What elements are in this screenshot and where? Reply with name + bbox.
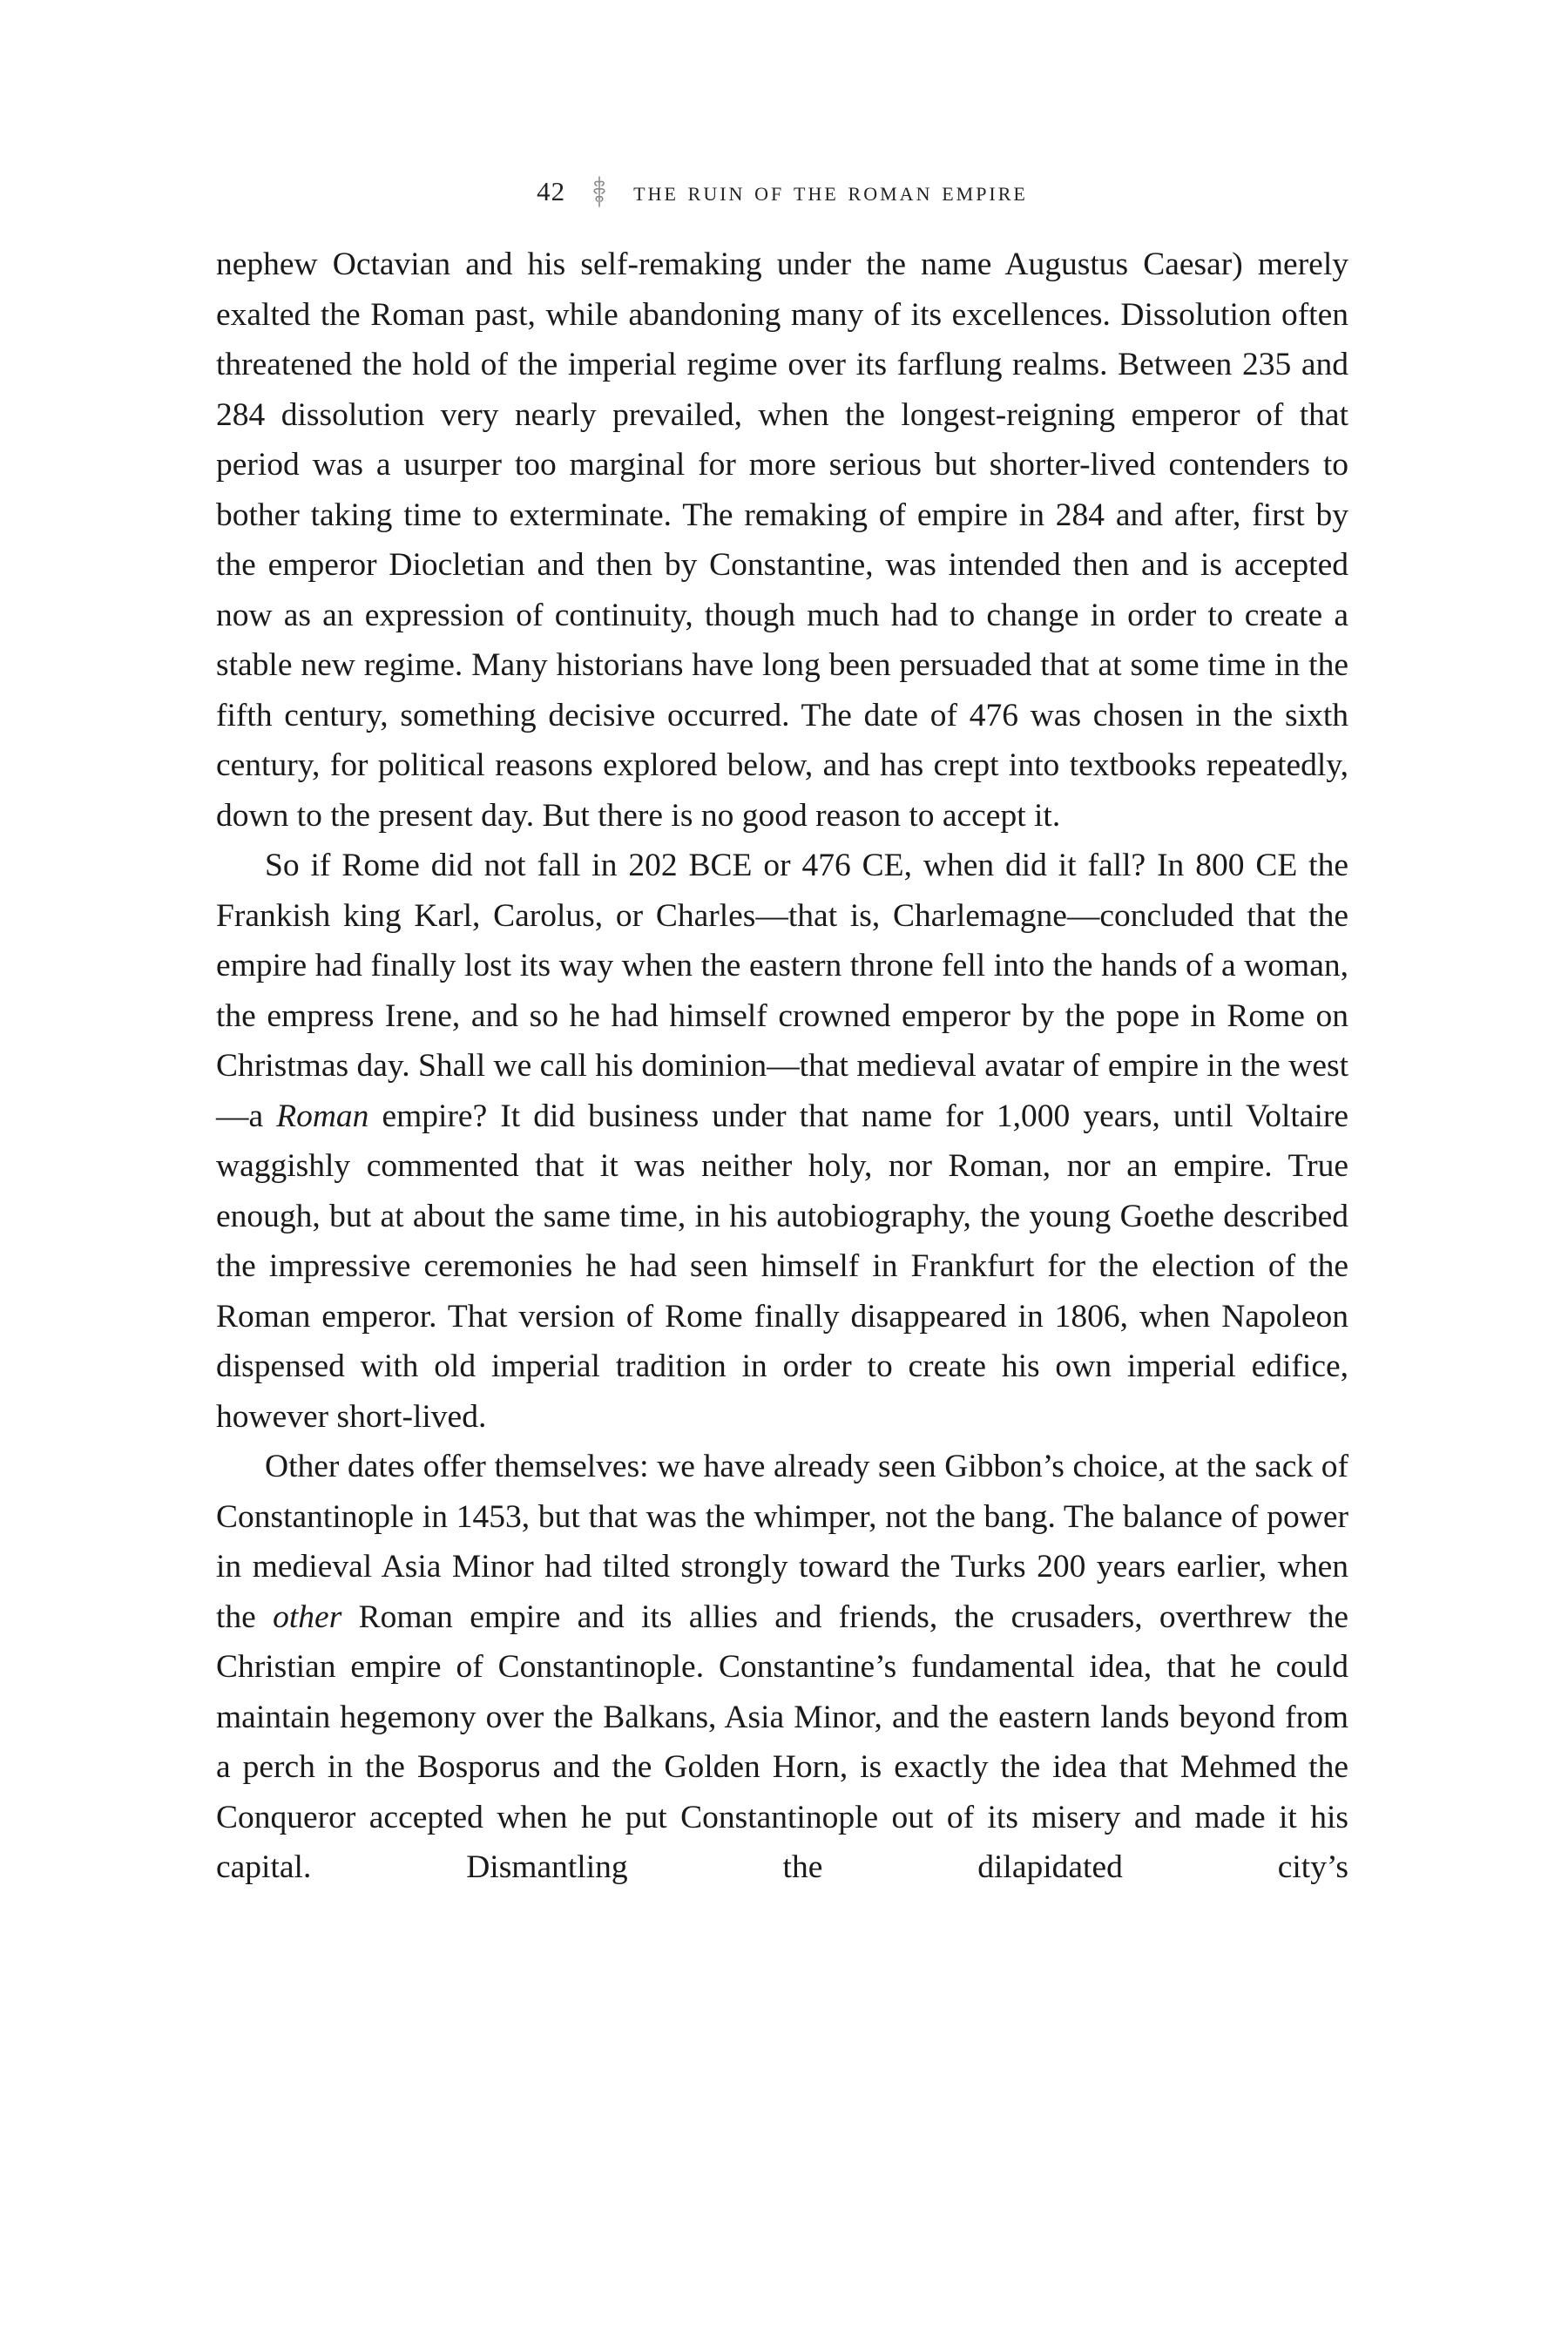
ornament-icon xyxy=(590,175,609,208)
running-title: the ruin of the roman empire xyxy=(633,176,1028,206)
text-run: So if Rome did not fall in 202 BCE or 476 CE, when did it fall? In 800 CE the Frankish king Karl, Carolus, or Charles—that is, Charlemagne—concluded that the empire had finally lost its way when the eastern throne fell into the hands of a woman, the empress Irene, and so he had himself crowned emperor by the pope in Rome on Christmas day. Shall we call his dominion—that medieval avatar of empire in the west—a xyxy=(216,848,1348,1134)
running-head xyxy=(216,171,1348,213)
italic-text-run: other xyxy=(273,1598,342,1635)
text-run: Roman empire and its allies and friends, the crusaders, overthrew the Christian empire of Constantinople. Constantine’s fundamental idea, that he could maintain hegemony over the Balkans, Asia Minor, and the eastern lands beyond from a perch in the Bosporus and the Golden Horn, is exactly the idea that Mehmed the Conqueror accepted when he put Constantinople out of its misery and made it his capital. Dismantling the dilapidated city’s xyxy=(216,1598,1348,1885)
text-run: Other dates offer themselves: we have already seen Gibbon’s choice, at the sack of Constantinople in 1453, but that was the whimper, not the bang. The balance of power in medieval Asia Minor had tilted strongly toward the Turks 200 years earlier, when the xyxy=(216,1449,1348,1635)
paragraph xyxy=(216,240,1348,841)
paragraph xyxy=(216,841,1348,1442)
italic-text-run: Roman xyxy=(276,1098,369,1134)
text-run: nephew Octavian and his self-remaking under the name Augustus Caesar) merely exalted the Roman past, while abandoning many of its excellences. Dissolution often threatened the hold of the imperial regime over its farflung realms. Between 235 and 284 dissolution very nearly prevailed, when the longest-reigning emperor of that period was a usurper too marginal for more serious but shorter-lived contenders to bother taking time to exterminate. The remaking of empire in 284 and after, first by the emperor Diocletian and then by Constantine, was intended then and is accepted now as an expression of continuity, though much had to change in order to create a stable new regime. Many historians have long been persuaded that at some time in the fifth century, something decisive occurred. The date of 476 was chosen in the sixth century, for political reasons explored below, and has crept into textbooks repeatedly, down to the present day. But there is no good reason to accept it. xyxy=(216,247,1348,834)
text-run: empire? It did business under that name for 1,000 years, until Voltaire waggishly commented that it was neither holy, nor Roman, nor an empire. True enough, but at about the same time, in his autobiography, the young Goethe described the impressive ceremonies he had seen himself in Frankfurt for the election of the Roman emperor. That version of Rome finally disappeared in 1806, when Napoleon dispensed with old imperial tradition in order to create his own imperial edifice, however short-lived. xyxy=(216,1098,1348,1435)
page-number: 42 xyxy=(537,176,566,206)
body-text xyxy=(216,240,1348,1893)
paragraph xyxy=(216,1442,1348,1893)
